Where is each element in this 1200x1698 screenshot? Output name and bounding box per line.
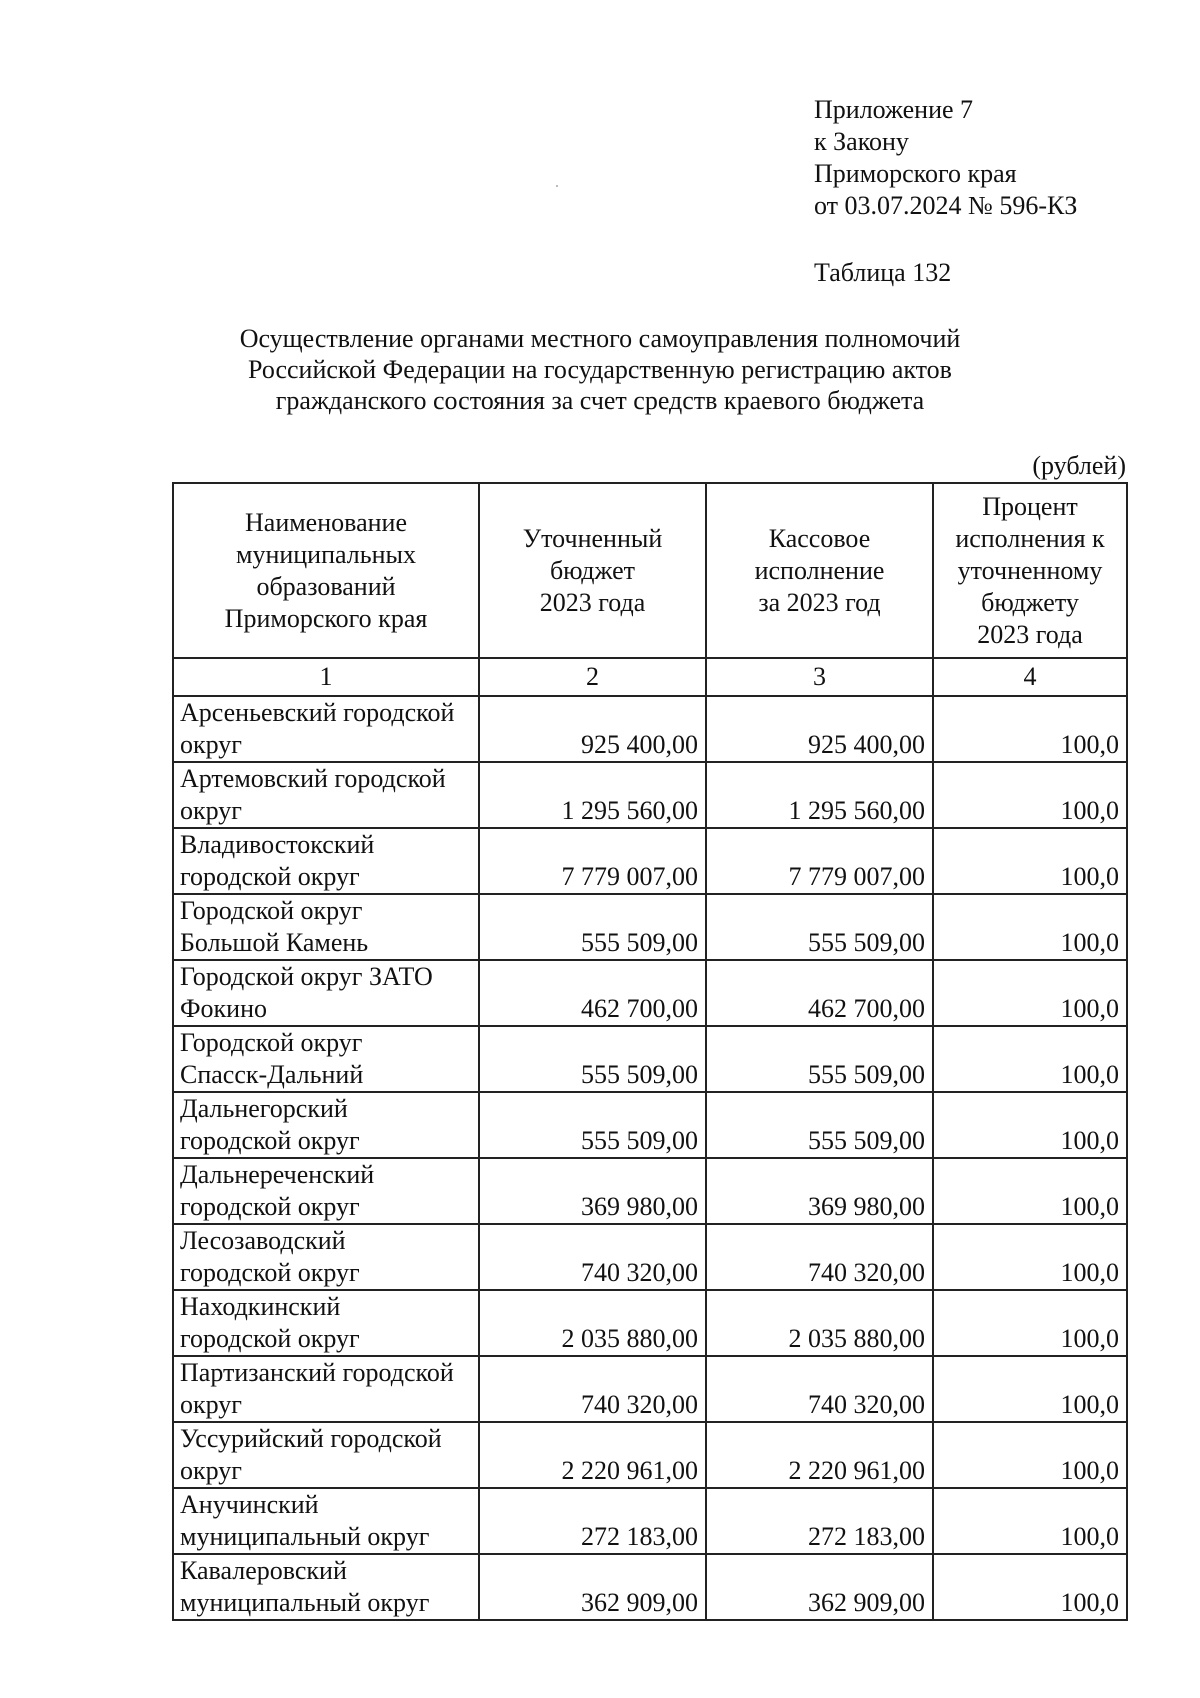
header-line: Кассовое <box>768 523 871 553</box>
table-row <box>173 1224 1127 1290</box>
percent-cell: 100,0 <box>933 828 1127 894</box>
municipality-name-line: Арсеньевский городской <box>180 698 455 727</box>
percent-cell: 100,0 <box>933 1224 1127 1290</box>
execution-cell: 2 035 880,00 <box>706 1290 933 1356</box>
municipality-name-line: городской округ <box>180 1324 360 1353</box>
municipality-name-cell <box>173 1488 479 1554</box>
execution-cell: 555 509,00 <box>706 894 933 960</box>
execution-cell: 740 320,00 <box>706 1356 933 1422</box>
title-line: Российской Федерации на государственную регистрацию актов <box>248 355 952 384</box>
municipality-name-line: Городской округ <box>180 1028 363 1057</box>
table-row <box>173 1026 1127 1092</box>
column-number: 2 <box>479 658 706 696</box>
scan-speck <box>556 185 558 187</box>
table-row <box>173 1356 1127 1422</box>
appendix-line: к Закону <box>814 127 909 156</box>
column-header-percent <box>933 483 1127 658</box>
municipality-name-line: Городской округ ЗАТО <box>180 962 433 991</box>
title-line: Осуществление органами местного самоуправления полномочий <box>239 324 961 353</box>
header-row <box>173 483 1127 658</box>
appendix-line: от 03.07.2024 № 596-КЗ <box>814 191 1078 220</box>
table-body <box>173 658 1127 1620</box>
budget-cell: 2 035 880,00 <box>479 1290 706 1356</box>
budget-cell: 369 980,00 <box>479 1158 706 1224</box>
municipality-name-line: городской округ <box>180 1258 360 1287</box>
municipality-name-cell <box>173 1026 479 1092</box>
percent-cell: 100,0 <box>933 894 1127 960</box>
table-row <box>173 828 1127 894</box>
municipality-name-cell <box>173 1554 479 1620</box>
budget-cell: 740 320,00 <box>479 1356 706 1422</box>
budget-cell: 740 320,00 <box>479 1224 706 1290</box>
budget-cell: 555 509,00 <box>479 1026 706 1092</box>
table-row <box>173 1158 1127 1224</box>
percent-cell: 100,0 <box>933 1356 1127 1422</box>
table-row <box>173 894 1127 960</box>
header-line: уточненному <box>957 555 1103 585</box>
table-row <box>173 1290 1127 1356</box>
municipality-name-line: Лесозаводский <box>180 1226 346 1255</box>
municipality-name-cell <box>173 762 479 828</box>
municipality-name-cell <box>173 1224 479 1290</box>
municipality-name-line: Анучинский <box>180 1490 319 1519</box>
percent-cell: 100,0 <box>933 762 1127 828</box>
municipality-name-line: округ <box>180 1456 242 1485</box>
percent-cell: 100,0 <box>933 696 1127 762</box>
table-row <box>173 696 1127 762</box>
percent-cell: 100,0 <box>933 1290 1127 1356</box>
execution-cell: 740 320,00 <box>706 1224 933 1290</box>
municipality-name-line: Большой Камень <box>180 928 369 957</box>
table-row <box>173 1554 1127 1620</box>
municipality-name-line: городской округ <box>180 862 360 891</box>
municipality-name-line: городской округ <box>180 1126 360 1155</box>
municipality-name-line: Владивостокский <box>180 830 375 859</box>
document-title <box>150 323 1050 416</box>
header-line: бюджет <box>549 555 636 585</box>
budget-cell: 7 779 007,00 <box>479 828 706 894</box>
header-line: Процент <box>982 491 1078 521</box>
municipality-name-line: округ <box>180 730 242 759</box>
header-line: 2023 года <box>539 587 646 617</box>
header-line: исполнение <box>754 555 885 585</box>
budget-cell: 2 220 961,00 <box>479 1422 706 1488</box>
percent-cell: 100,0 <box>933 1092 1127 1158</box>
header-line: муниципальных <box>235 539 416 569</box>
execution-cell: 272 183,00 <box>706 1488 933 1554</box>
percent-cell: 100,0 <box>933 1158 1127 1224</box>
execution-cell: 462 700,00 <box>706 960 933 1026</box>
table-row <box>173 960 1127 1026</box>
municipality-name-cell <box>173 1356 479 1422</box>
table-row <box>173 1488 1127 1554</box>
percent-cell: 100,0 <box>933 1026 1127 1092</box>
budget-cell: 1 295 560,00 <box>479 762 706 828</box>
column-header-name <box>173 483 479 658</box>
unit-label: (рублей) <box>1032 451 1126 480</box>
execution-cell: 369 980,00 <box>706 1158 933 1224</box>
percent-cell: 100,0 <box>933 1488 1127 1554</box>
column-number: 1 <box>173 658 479 696</box>
column-header-budget <box>479 483 706 658</box>
municipality-name-line: Спасск-Дальний <box>180 1060 364 1089</box>
header-line: за 2023 год <box>758 587 881 617</box>
budget-cell: 555 509,00 <box>479 1092 706 1158</box>
municipality-name-line: Дальнегорский <box>180 1094 348 1123</box>
municipality-name-line: муниципальный округ <box>180 1588 430 1617</box>
budget-table <box>172 482 1128 1621</box>
municipality-name-line: Артемовский городской <box>180 764 446 793</box>
municipality-name-cell <box>173 696 479 762</box>
percent-cell: 100,0 <box>933 1422 1127 1488</box>
budget-cell: 462 700,00 <box>479 960 706 1026</box>
header-line: Наименование <box>245 507 407 537</box>
percent-cell: 100,0 <box>933 1554 1127 1620</box>
municipality-name-cell <box>173 960 479 1026</box>
execution-cell: 555 509,00 <box>706 1092 933 1158</box>
column-header-execution <box>706 483 933 658</box>
header-line: Приморского края <box>224 603 428 633</box>
budget-cell: 925 400,00 <box>479 696 706 762</box>
header-line: 2023 года <box>977 619 1083 649</box>
execution-cell: 1 295 560,00 <box>706 762 933 828</box>
column-number-row <box>173 658 1127 696</box>
table-row <box>173 1422 1127 1488</box>
budget-cell: 362 909,00 <box>479 1554 706 1620</box>
column-number: 3 <box>706 658 933 696</box>
municipality-name-cell <box>173 1290 479 1356</box>
column-number: 4 <box>933 658 1127 696</box>
municipality-name-line: Дальнереченский <box>180 1160 375 1189</box>
budget-cell: 555 509,00 <box>479 894 706 960</box>
percent-cell: 100,0 <box>933 960 1127 1026</box>
municipality-name-line: Кавалеровский <box>180 1556 347 1585</box>
execution-cell: 362 909,00 <box>706 1554 933 1620</box>
header-line: образований <box>256 571 396 601</box>
appendix-reference <box>814 94 1077 222</box>
municipality-name-line: Фокино <box>180 994 268 1023</box>
execution-cell: 925 400,00 <box>706 696 933 762</box>
table-number: Таблица 132 <box>814 258 952 287</box>
municipality-name-cell <box>173 1158 479 1224</box>
title-line: гражданского состояния за счет средств краевого бюджета <box>275 386 925 415</box>
header-line: исполнения к <box>955 523 1105 553</box>
budget-cell: 272 183,00 <box>479 1488 706 1554</box>
execution-cell: 555 509,00 <box>706 1026 933 1092</box>
municipality-name-line: городской округ <box>180 1192 360 1221</box>
header-line: бюджету <box>981 587 1079 617</box>
municipality-name-cell <box>173 1422 479 1488</box>
municipality-name-line: Городской округ <box>180 896 363 925</box>
municipality-name-cell <box>173 1092 479 1158</box>
municipality-name-line: муниципальный округ <box>180 1522 430 1551</box>
table-header <box>173 483 1127 658</box>
municipality-name-line: Находкинский <box>180 1292 341 1321</box>
municipality-name-line: округ <box>180 1390 242 1419</box>
table-row <box>173 762 1127 828</box>
municipality-name-cell <box>173 894 479 960</box>
appendix-line: Приложение 7 <box>814 95 974 124</box>
municipality-name-line: Партизанский городской <box>180 1358 454 1387</box>
header-line: Уточненный <box>522 523 663 553</box>
municipality-name-cell <box>173 828 479 894</box>
execution-cell: 7 779 007,00 <box>706 828 933 894</box>
appendix-line: Приморского края <box>814 159 1017 188</box>
execution-cell: 2 220 961,00 <box>706 1422 933 1488</box>
municipality-name-line: округ <box>180 796 242 825</box>
municipality-name-line: Уссурийский городской <box>180 1424 442 1453</box>
table-row <box>173 1092 1127 1158</box>
